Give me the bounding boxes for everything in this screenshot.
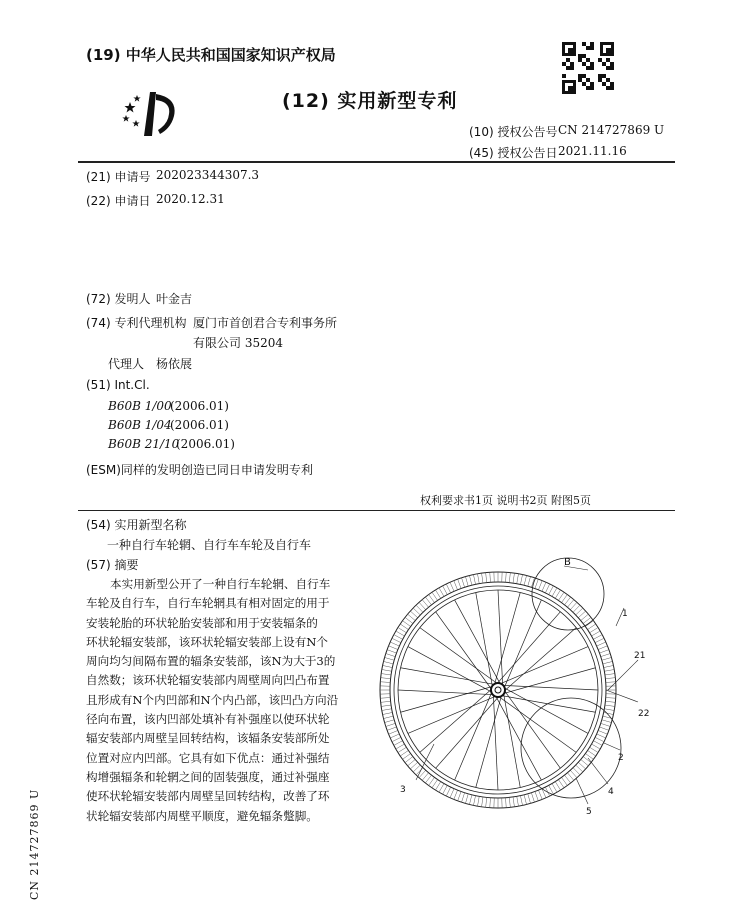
- abstract-line: 辐安装部内周壁呈回转结构，该辐条安装部所处: [86, 731, 330, 746]
- spoke: [498, 590, 503, 686]
- tread-mark: [473, 575, 475, 585]
- spoke: [503, 687, 588, 733]
- tread-mark: [581, 614, 589, 620]
- tread-mark: [552, 784, 557, 793]
- abstract-line: 径向布置，该内凹部处填补有补强座以使环状轮: [86, 712, 330, 727]
- pub-number: CN 214727869 U: [558, 123, 665, 137]
- spoke: [420, 689, 492, 753]
- app-date-label: (22) 申请日: [86, 194, 151, 208]
- tread-mark: [446, 584, 450, 593]
- tread-mark: [419, 602, 426, 609]
- tread-mark: [380, 698, 390, 699]
- tread-mark: [416, 605, 423, 612]
- abstract-line: 本实用新型公开了一种自行车轮辋、自行车: [110, 577, 331, 591]
- tread-mark: [473, 796, 475, 806]
- spoke: [401, 686, 494, 712]
- abstract-line: 位置对应内凹部。它具有如下优点：通过补强结: [86, 750, 330, 765]
- tread-mark: [604, 712, 614, 714]
- spoke: [398, 690, 494, 695]
- spoke: [420, 628, 498, 684]
- tread-mark: [469, 795, 471, 805]
- tread-mark: [606, 682, 616, 683]
- wheel-hub: [491, 683, 505, 697]
- abstract-line: 构增强辐条和轮辋之间的固装强度，通过补强座: [86, 769, 330, 784]
- tread-mark: [394, 635, 403, 640]
- abstract-text: [86, 575, 338, 826]
- tread-mark: [408, 614, 416, 620]
- tread-mark: [482, 573, 483, 583]
- spoke: [495, 695, 541, 780]
- spoke: [503, 668, 596, 694]
- label-3: 3: [400, 785, 406, 795]
- leader-line: [606, 690, 638, 702]
- cnipa-logo: [116, 86, 186, 138]
- abstract-line: 状轮辐安装部内周壁平顺度，避免辐条蹩脚。: [86, 808, 318, 823]
- tread-mark: [465, 577, 468, 587]
- tread-mark: [601, 723, 611, 726]
- tread-mark: [454, 790, 458, 799]
- label-21: 21: [634, 651, 646, 661]
- qr-module: [590, 66, 594, 70]
- tread-mark: [585, 621, 593, 627]
- spoke: [401, 668, 496, 685]
- tread-mark: [593, 741, 602, 746]
- tread-mark: [425, 775, 431, 783]
- tread-mark: [604, 670, 614, 672]
- tread-mark: [425, 597, 431, 605]
- page-counts: 权利要求书1页 说明书2页 附图5页: [420, 494, 591, 507]
- tread-mark: [524, 576, 526, 586]
- spoke: [499, 647, 588, 685]
- tread-mark: [585, 753, 593, 759]
- tread-mark: [593, 635, 602, 640]
- spoke: [504, 628, 576, 692]
- tread-mark: [509, 573, 510, 583]
- tread-mark: [517, 574, 519, 584]
- tread-mark: [458, 791, 461, 800]
- qr-finder: [600, 42, 614, 56]
- tread-mark: [458, 579, 461, 588]
- office-name: (19) 中华人民共和国国家知识产权局: [86, 46, 336, 64]
- tread-mark: [602, 720, 612, 723]
- spoke: [436, 612, 492, 690]
- pub-number-label: (10) 授权公告号: [469, 125, 558, 139]
- app-date: 2020.12.31: [156, 192, 225, 206]
- label-4: 4: [608, 787, 614, 797]
- leader-lines: [416, 566, 638, 804]
- tread-mark: [432, 592, 438, 600]
- tread-mark: [429, 777, 435, 785]
- tread-mark: [605, 678, 615, 679]
- spoke: [502, 685, 598, 690]
- spoke: [408, 647, 493, 693]
- tread-mark: [386, 723, 396, 726]
- doc-type: (12) 实用新型专利: [282, 90, 458, 112]
- tread-mark: [446, 787, 450, 796]
- tread-mark: [410, 762, 417, 769]
- tread-mark: [590, 627, 598, 632]
- tread-mark: [392, 737, 401, 741]
- tread-mark: [410, 611, 417, 618]
- intcl-version: (2006.01): [170, 418, 229, 432]
- tread-mark: [490, 572, 491, 582]
- tread-mark: [524, 795, 526, 805]
- tread-mark: [422, 773, 428, 781]
- tread-mark: [564, 597, 570, 605]
- abstract-line: 自然数；该环状轮辐安装部内周壁周向凹凸布置: [86, 673, 330, 688]
- tread-mark: [595, 638, 604, 642]
- tread-mark: [383, 665, 393, 667]
- tread-mark: [528, 794, 531, 804]
- tread-mark: [403, 621, 411, 627]
- tread-mark: [381, 705, 391, 706]
- tread-mark: [482, 797, 483, 807]
- tread-mark: [528, 577, 531, 587]
- tread-mark: [598, 646, 607, 650]
- tread-mark: [601, 654, 611, 657]
- tread-mark: [439, 784, 444, 793]
- tread-mark: [405, 756, 413, 762]
- tread-mark: [605, 701, 615, 702]
- tread-mark: [581, 759, 589, 765]
- tread-mark: [567, 773, 573, 781]
- agent-label: 代理人: [108, 357, 145, 371]
- tread-mark: [462, 578, 465, 588]
- tread-mark: [490, 798, 491, 808]
- tread-mark: [573, 605, 580, 612]
- tread-mark: [384, 716, 394, 718]
- tread-mark: [576, 765, 583, 772]
- tread-mark: [535, 791, 538, 800]
- leader-line: [608, 660, 638, 690]
- spoke: [476, 695, 502, 788]
- tread-mark: [435, 590, 440, 598]
- tread-mark: [390, 642, 399, 646]
- label-b: B: [564, 557, 571, 568]
- title-label: (54) 实用新型名称: [86, 518, 187, 532]
- spoke: [494, 593, 520, 686]
- tread-mark: [558, 592, 564, 600]
- tread-mark: [390, 734, 399, 738]
- abstract-label: (57) 摘要: [86, 558, 139, 572]
- tread-mark: [432, 780, 438, 788]
- intcl-code: B60B 21/10: [108, 437, 180, 451]
- tread-mark: [387, 727, 396, 730]
- tread-mark: [387, 650, 396, 653]
- tread-mark: [570, 770, 577, 777]
- spoke: [493, 694, 498, 790]
- tread-mark: [394, 741, 403, 746]
- tread-mark: [545, 584, 549, 593]
- leader-line: [604, 743, 620, 750]
- tread-mark: [392, 638, 401, 642]
- agent: 杨依展: [156, 357, 193, 371]
- spoke: [455, 600, 501, 685]
- tread-mark: [396, 744, 405, 749]
- intcl-code: B60B 1/04: [108, 418, 172, 432]
- tread-mark: [555, 782, 560, 790]
- tread-mark: [603, 661, 613, 663]
- tread-mark: [486, 797, 487, 807]
- tread-mark: [590, 747, 598, 752]
- tread-mark: [396, 631, 405, 636]
- inventor-label: (72) 发明人: [86, 292, 151, 306]
- qr-module: [570, 66, 574, 70]
- tread-mark: [604, 665, 614, 667]
- tread-mark: [561, 777, 567, 785]
- tread-mark: [465, 794, 468, 804]
- tread-mark: [454, 581, 458, 590]
- tread-mark: [605, 674, 615, 675]
- spoke: [455, 691, 493, 780]
- tread-mark: [578, 611, 585, 618]
- tread-mark: [602, 657, 612, 660]
- tread-mark: [405, 617, 413, 623]
- tread-mark: [385, 720, 395, 723]
- pub-date: 2021.11.16: [558, 144, 627, 158]
- tread-mark: [578, 762, 585, 769]
- tread-mark: [469, 576, 471, 586]
- tread-mark: [542, 582, 546, 591]
- inventor: 叶金吉: [156, 292, 193, 306]
- tread-mark: [538, 581, 542, 590]
- tread-mark: [592, 631, 601, 636]
- agency-label: (74) 专利代理机构: [86, 316, 187, 330]
- pub-date-label: (45) 授权公告日: [469, 146, 558, 160]
- qr-module: [610, 86, 614, 90]
- tread-mark: [549, 586, 554, 595]
- spoke: [436, 696, 500, 768]
- tread-mark: [588, 750, 596, 756]
- tread-mark: [381, 674, 391, 675]
- qr-module: [590, 86, 594, 90]
- tread-mark: [597, 642, 606, 646]
- intcl-code: B60B 1/00: [108, 399, 172, 413]
- tread-mark: [398, 747, 406, 752]
- tread-mark: [573, 768, 580, 775]
- tread-mark: [535, 579, 538, 588]
- tread-mark: [513, 573, 514, 583]
- side-patent-number: CN 214727869 U: [28, 788, 41, 900]
- qr-finder: [562, 42, 576, 56]
- tread-mark: [517, 796, 519, 806]
- tread-mark: [478, 574, 480, 584]
- tread-mark: [383, 712, 393, 714]
- spoke: [476, 593, 493, 688]
- tread-mark: [450, 582, 454, 591]
- app-no-label: (21) 申请号: [86, 170, 151, 184]
- tread-mark: [605, 705, 615, 706]
- tread-mark: [413, 608, 420, 615]
- tread-mark: [570, 602, 577, 609]
- tread-mark: [561, 595, 567, 603]
- tread-mark: [380, 682, 390, 683]
- qr-module: [590, 46, 594, 50]
- tread-mark: [588, 624, 596, 630]
- tread-mark: [538, 790, 542, 799]
- tread-mark: [583, 756, 591, 762]
- abstract-line: 环状轮辐安装部，该环状轮辐安装部上设有N个: [86, 634, 329, 649]
- tread-mark: [382, 670, 392, 672]
- tread-mark: [595, 737, 604, 741]
- label-1: 1: [622, 609, 628, 619]
- label-5: 5: [586, 807, 592, 817]
- tread-mark: [386, 654, 396, 657]
- tread-mark: [599, 650, 608, 653]
- intcl-version: (2006.01): [176, 437, 235, 451]
- tread-mark: [597, 734, 606, 738]
- tread-mark: [403, 753, 411, 759]
- agency-line2: 有限公司 35204: [193, 336, 283, 350]
- tread-mark: [381, 678, 391, 679]
- tread-mark: [552, 588, 557, 597]
- tread-mark: [506, 572, 507, 582]
- qr-code: [562, 42, 614, 94]
- leader-line: [576, 778, 588, 804]
- tread-mark: [413, 765, 420, 772]
- tread-mark: [400, 624, 408, 630]
- tread-mark: [443, 586, 448, 595]
- tread-mark: [599, 727, 608, 730]
- label-22: 22: [638, 709, 650, 719]
- header-rule: [78, 161, 675, 163]
- app-no: 202023344307.3: [156, 168, 260, 182]
- intcl-version: (2006.01): [170, 399, 229, 413]
- tread-mark: [564, 775, 570, 783]
- tread-mark: [576, 608, 583, 615]
- tread-mark: [398, 627, 406, 632]
- spoke: [503, 693, 520, 788]
- spoke: [504, 600, 542, 689]
- abstract-line: 车轮及自行车，自行车轮辋具有相对固定的用于: [86, 596, 330, 611]
- leader-line: [588, 758, 608, 784]
- tread-mark: [429, 595, 435, 603]
- tread-mark: [435, 782, 440, 790]
- tread-mark: [506, 798, 507, 808]
- abstract-line: 安装轮胎的环状轮胎安装部和用于安装辐条的: [86, 615, 318, 630]
- tread-mark: [450, 789, 454, 798]
- esm-note: (ESM)同样的发明创造已同日申请发明专利: [86, 463, 313, 477]
- tread-mark: [520, 575, 522, 585]
- abstract-line: 周向均匀间隔布置的辐条安装部，该N为大于3的: [86, 654, 336, 669]
- tread-mark: [592, 744, 601, 749]
- tread-mark: [509, 797, 510, 807]
- tread-mark: [422, 600, 428, 608]
- tread-mark: [513, 797, 514, 807]
- spoke: [408, 696, 497, 734]
- tread-mark: [400, 750, 408, 756]
- tread-mark: [389, 730, 398, 734]
- tread-mark: [384, 661, 394, 663]
- tread-mark: [478, 796, 480, 806]
- detail-circle-b: [532, 558, 604, 630]
- tread-mark: [486, 573, 487, 583]
- spoke: [498, 696, 576, 752]
- qr-finder: [562, 80, 576, 94]
- tread-mark: [604, 709, 614, 711]
- tread-mark: [385, 657, 395, 660]
- tread-mark: [381, 701, 391, 702]
- tread-mark: [558, 780, 564, 788]
- abstract-line: 且形成有N个内凹部和N个内凸部，该凹凸方向沿: [86, 692, 339, 707]
- section-rule: [78, 510, 675, 511]
- tread-mark: [555, 590, 560, 598]
- utility-model-title: 一种自行车轮辋、自行车车轮及自行车: [107, 538, 312, 552]
- intcl-label: (51) Int.Cl.: [86, 378, 150, 392]
- tread-mark: [531, 793, 534, 803]
- wheel-figure: [376, 548, 666, 838]
- tread-mark: [598, 730, 607, 734]
- tread-mark: [408, 759, 416, 765]
- tread-mark: [443, 785, 448, 794]
- tread-mark: [567, 600, 573, 608]
- tread-mark: [520, 796, 522, 806]
- qr-module: [610, 66, 614, 70]
- agency-line1: 厦门市首创君合专利事务所: [193, 316, 338, 330]
- spoke: [497, 612, 561, 684]
- qr-module: [562, 74, 566, 78]
- tread-mark: [389, 646, 398, 650]
- tread-mark: [382, 709, 392, 711]
- abstract-line: 使环状轮辐安装部内周壁呈回转结构，改善了环: [86, 789, 330, 804]
- label-2: 2: [618, 753, 624, 763]
- tread-mark: [439, 588, 444, 597]
- tread-mark: [462, 793, 465, 803]
- tread-mark: [606, 698, 616, 699]
